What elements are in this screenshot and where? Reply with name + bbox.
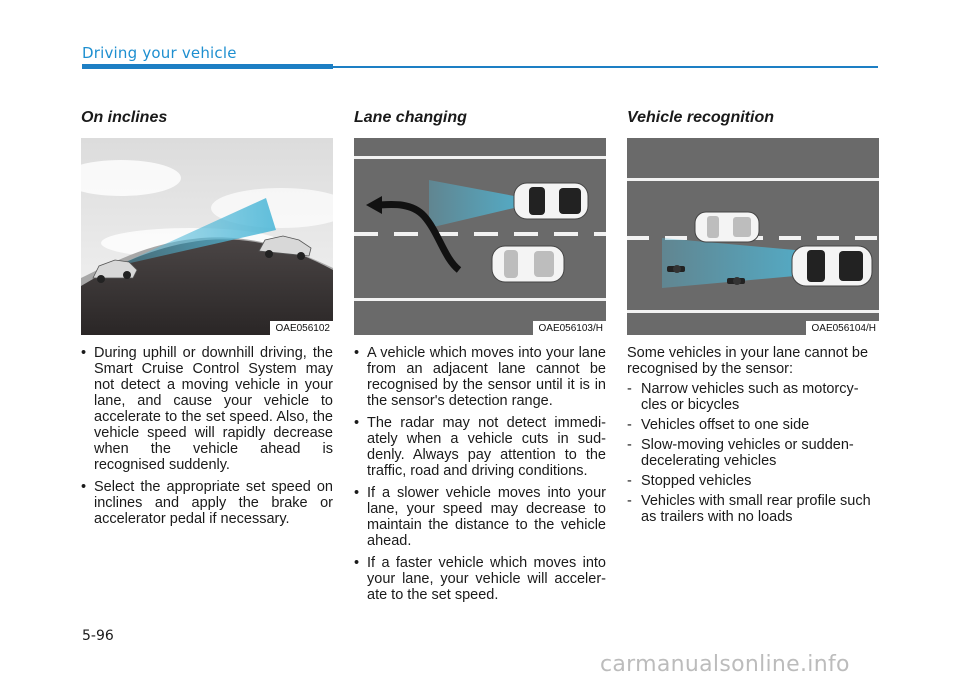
section-vehicle-recognition	[627, 108, 879, 529]
intro-text: Some vehicles in your lane cannot be recognised by the sensor:	[627, 345, 869, 377]
list-item: • If a slower vehicle moves into your lane, your speed may decrease to maintain the distance to the vehicle ahead.	[354, 485, 606, 549]
lane-change-svg	[354, 138, 606, 335]
section-title: On inclines	[81, 109, 168, 126]
section-title: Lane changing	[354, 109, 467, 126]
vehicle-recognition-illustration	[627, 138, 879, 335]
list-item: • A vehicle which moves into your lane from an adjacent lane cannot be recognised by the sensor until it is in the sensor's detection range.	[354, 345, 606, 409]
own-car-icon	[514, 183, 588, 219]
header-rule-thick	[82, 64, 333, 69]
bullet-list	[354, 345, 606, 603]
vehicle-recognition-svg	[627, 138, 879, 335]
section-on-inclines	[81, 108, 333, 533]
list-item: - Vehicles offset to one side	[627, 417, 879, 433]
incline-illustration	[81, 138, 333, 335]
adjacent-car-icon	[492, 246, 564, 282]
list-item: - Vehicles with small rear profile such as trailers with no loads	[627, 493, 879, 525]
figure-code: OAE056102	[270, 321, 334, 335]
list-item: - Slow-moving vehicles or sudden-decelerating vehicles	[627, 437, 879, 469]
list-item: • If a faster vehicle which moves into your lane, your vehicle will acceler-ate to the set speed.	[354, 555, 606, 603]
section-lane-changing	[354, 108, 606, 609]
car-ahead-icon	[695, 212, 759, 242]
list-item: • During uphill or downhill driving, the Smart Cruise Control System may not detect a moving vehicle in your lane, and cause your vehicle to accelerate to the set speed. Also, the vehicle speed will rapidly decrease when the vehicle ahead is recognised suddenly.	[81, 345, 333, 473]
list-item: • Select the appropriate set speed on inclines and apply the brake or accelerator pedal if necessary.	[81, 479, 333, 527]
list-item: • The radar may not detect immedi-ately when a vehicle cuts in sud-denly. Always pay attention to the traffic, road and driving conditions.	[354, 415, 606, 479]
dash-list	[627, 381, 879, 525]
list-item: - Stopped vehicles	[627, 473, 879, 489]
figure-code: OAE056104/H	[806, 321, 880, 335]
section-header-title: Driving your vehicle	[82, 44, 237, 62]
header-rule-thin	[333, 66, 878, 68]
own-car-icon	[792, 246, 872, 286]
list-item: - Narrow vehicles such as motorcy-cles or bicycles	[627, 381, 879, 413]
watermark-link[interactable]: carmanualsonline.info	[600, 652, 850, 677]
figure-code: OAE056103/H	[533, 321, 607, 335]
bullet-list	[81, 345, 333, 527]
section-title: Vehicle recognition	[627, 109, 774, 126]
page-number: 5-96	[82, 628, 114, 644]
lane-change-illustration	[354, 138, 606, 335]
incline-svg	[81, 138, 333, 335]
